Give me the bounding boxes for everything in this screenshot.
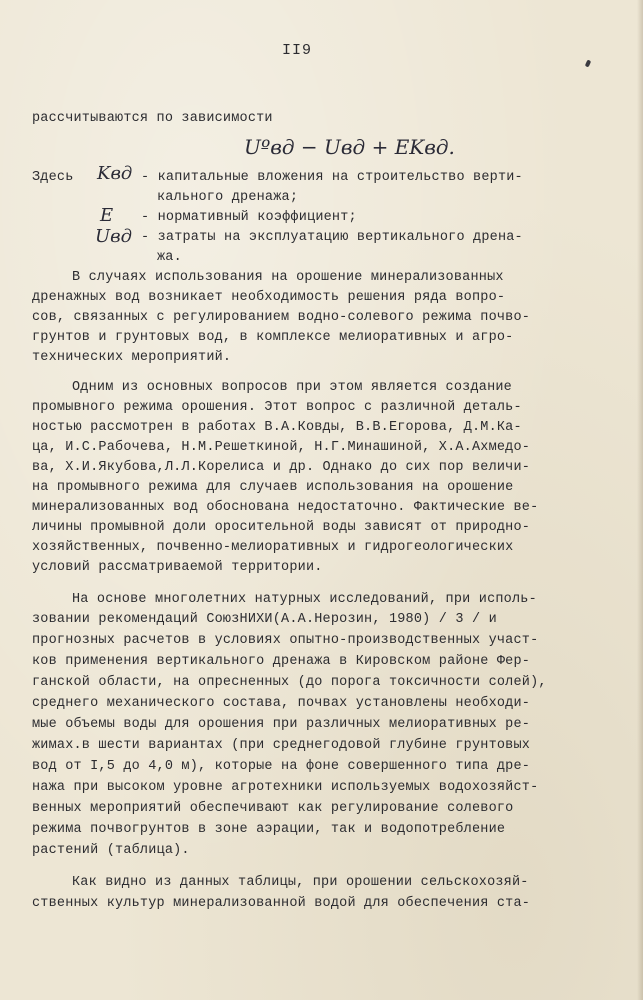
paragraph-line: Как видно из данных таблицы, при орошении сельскохозяй-	[72, 875, 529, 890]
paragraph-line: ца, И.С.Рабочева, Н.М.Решеткиной, Н.Г.Минашиной, Х.А.Ахмедо-	[32, 440, 531, 455]
paragraph-line: сов, связанных с регулированием водно-солевого режима почво-	[32, 310, 531, 325]
paragraph-line: ков применения вертикального дренажа в Кировском районе Фер-	[32, 654, 531, 669]
paragraph-line: нажа при высоком уровне агротехники используемых водохозяйст-	[32, 780, 539, 795]
paragraph-line: технических мероприятий.	[32, 350, 232, 365]
definition-symbol: E	[100, 205, 114, 226]
definition-text: - затраты на эксплуатацию вертикального дрена-	[141, 230, 523, 245]
paragraph-line: личины промывной доли оросительной воды зависят от природно-	[32, 520, 531, 535]
page-edge-shadow	[637, 0, 643, 1000]
paragraph-line: ностью рассмотрен в работах В.А.Ковды, В.В.Егорова, Д.М.Ка-	[32, 420, 522, 435]
paragraph-line: прогнозных расчетов в условиях опытно-производственных участ-	[32, 633, 539, 648]
intro-line: рассчитываются по зависимости	[32, 111, 273, 126]
ink-mark	[585, 59, 592, 67]
paragraph-line: ственных культур минерализованной водой для обеспечения ста-	[32, 896, 531, 911]
paragraph-line: режима почвогрунтов в зоне аэрации, так и водопотребление	[32, 822, 506, 837]
page-number: II9	[282, 42, 313, 59]
definition-symbol: Uвд	[95, 226, 133, 247]
paragraph-line: венных мероприятий обеспечивают как регулирование солевого	[32, 801, 514, 816]
definition-text: - нормативный коэффициент;	[141, 210, 357, 225]
paragraph-line: мые объемы воды для орошения при различных мелиоративных ре-	[32, 717, 531, 732]
definition-text: жа.	[157, 250, 182, 265]
paragraph-line: В случаях использования на орошение минерализованных	[72, 270, 504, 285]
paragraph-line: Одним из основных вопросов при этом является создание	[72, 380, 512, 395]
paragraph-line: жимах.в шести вариантах (при среднегодовой глубине грунтовых	[32, 738, 531, 753]
paragraph-line: на промывного режима для случаев использования на орошение	[32, 480, 514, 495]
paragraph-line: условий рассматриваемой территории.	[32, 560, 323, 575]
paragraph-line: промывного режима орошения. Этот вопрос с различной деталь-	[32, 400, 522, 415]
paragraph-line: зовании рекомендаций СоюзНИХИ(А.А.Нерозин, 1980) / 3 / и	[32, 612, 497, 627]
paragraph-line: вод от I,5 до 4,0 м), которые на фоне совершенного типа дре-	[32, 759, 531, 774]
definition-text: кального дренажа;	[157, 190, 299, 205]
paragraph-line: дренажных вод возникает необходимость решения ряда вопро-	[32, 290, 506, 305]
definition-prefix: Здесь	[32, 170, 74, 185]
definition-text: - капитальные вложения на строительство верти-	[141, 170, 523, 185]
paragraph-line: хозяйственных, почвенно-мелиоративных и гидрогеологических	[32, 540, 514, 555]
paragraph-line: среднего механического состава, почвах установлены необходи-	[32, 696, 531, 711]
paragraph-line: ва, Х.И.Якубова,Л.Л.Корелиса и др. Однако до сих пор величи-	[32, 460, 531, 475]
paragraph-line: растений (таблица).	[32, 843, 190, 858]
paragraph-line: минерализованных вод обоснована недостаточно. Фактические ве-	[32, 500, 539, 515]
paragraph-line: ганской области, на опресненных (до порога токсичности солей),	[32, 675, 547, 690]
paragraph-line: грунтов и грунтовых вод, в комплексе мелиоративных и агро-	[32, 330, 514, 345]
definition-symbol: Kвд	[97, 163, 133, 184]
paragraph-line: На основе многолетних натурных исследований, при исполь-	[72, 592, 537, 607]
formula-handwritten: Uºвд − Uвд + EKвд.	[244, 135, 455, 159]
